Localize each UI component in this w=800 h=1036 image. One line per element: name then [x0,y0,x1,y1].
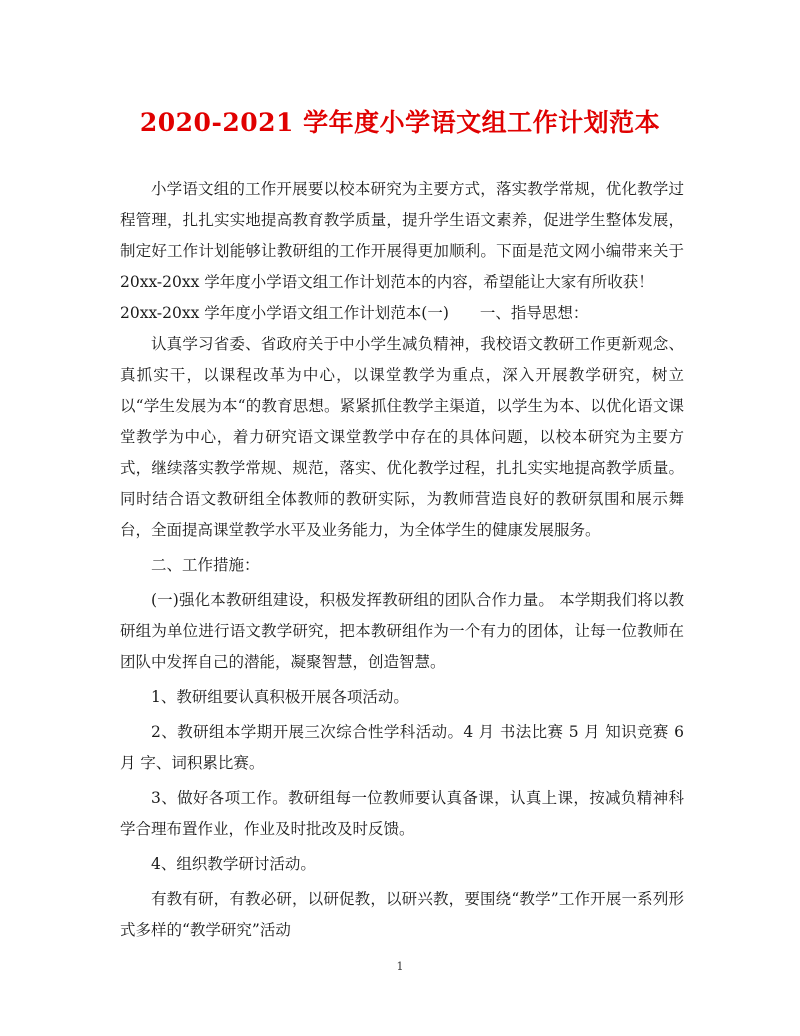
section-heading-guiding-thought: 20xx-20xx 学年度小学语文组工作计划范本(一) 一、指导思想： [120,304,589,322]
guiding-thought-paragraph: 认真学习省委、省政府关于中小学生减负精神，我校语文教研工作更新观念、真抓实干，以课程改革为中心，以课堂教学为重点，深入开展教学研究，树立以“学生发展为本“的教育思想。紧紧抓住教学主渠道，以学生为本、以优化语文课堂教学为中心，着力研究语文课堂教学中存在的具体问题，以校本研究为主要方式，继续落实教学常规、规范，落实、优化教学过程，扎扎实实地提高教学质量。同时结合语文教研组全体教师的教研实际，为教师营造良好的教研氛围和展示舞台，全面提高课堂教学水平及业务能力，为全体学生的健康发展服务。 [120,335,684,539]
list-item-1: 1、教研组要认真积极开展各项活动。 [151,688,409,706]
document-title: 2020-2021 学年度小学语文组工作计划范本 [139,108,661,137]
intro-paragraph: 小学语文组的工作开展要以校本研究为主要方式，落实教学常规，优化教学过程管理，扎扎实实地提高教育教学质量，提升学生语文素养，促进学生整体发展，制定好工作计划能够让教研组的工作开展得更加顺利。下面是范文网小编带来关于 20xx-20xx 学年度小学语文组工作计划范本的内容，希望能让大家有所收获！ [120,180,684,291]
list-item-4: 4、组织教学研讨活动。 [151,855,316,873]
research-paragraph: 有教有研，有教必研，以研促教，以研兴教，要围绕“教学”工作开展一系列形式多样的“教学研究”活动 [120,890,684,939]
list-item-3: 3、做好各项工作。教研组每一位教师要认真备课，认真上课，按减负精神科学合理布置作业，作业及时批改及时反馈。 [120,789,684,838]
document-body [120,174,684,946]
list-item-2: 2、教研组本学期开展三次综合性学科活动。4 月 书法比赛 5 月 知识竞赛 6 月 字、词积累比赛。 [120,723,684,772]
section-heading-measures: 二、工作措施： [151,556,260,574]
page-number: 1 [396,960,404,973]
measure-1-paragraph: (一)强化本教研组建设，积极发挥教研组的团队合作力量。 本学期我们将以教研组为单位进行语文教学研究，把本教研组作为一个有力的团体，让每一位教师在团队中发挥自己的潜能，凝聚智慧，创造智慧。 [120,591,684,671]
